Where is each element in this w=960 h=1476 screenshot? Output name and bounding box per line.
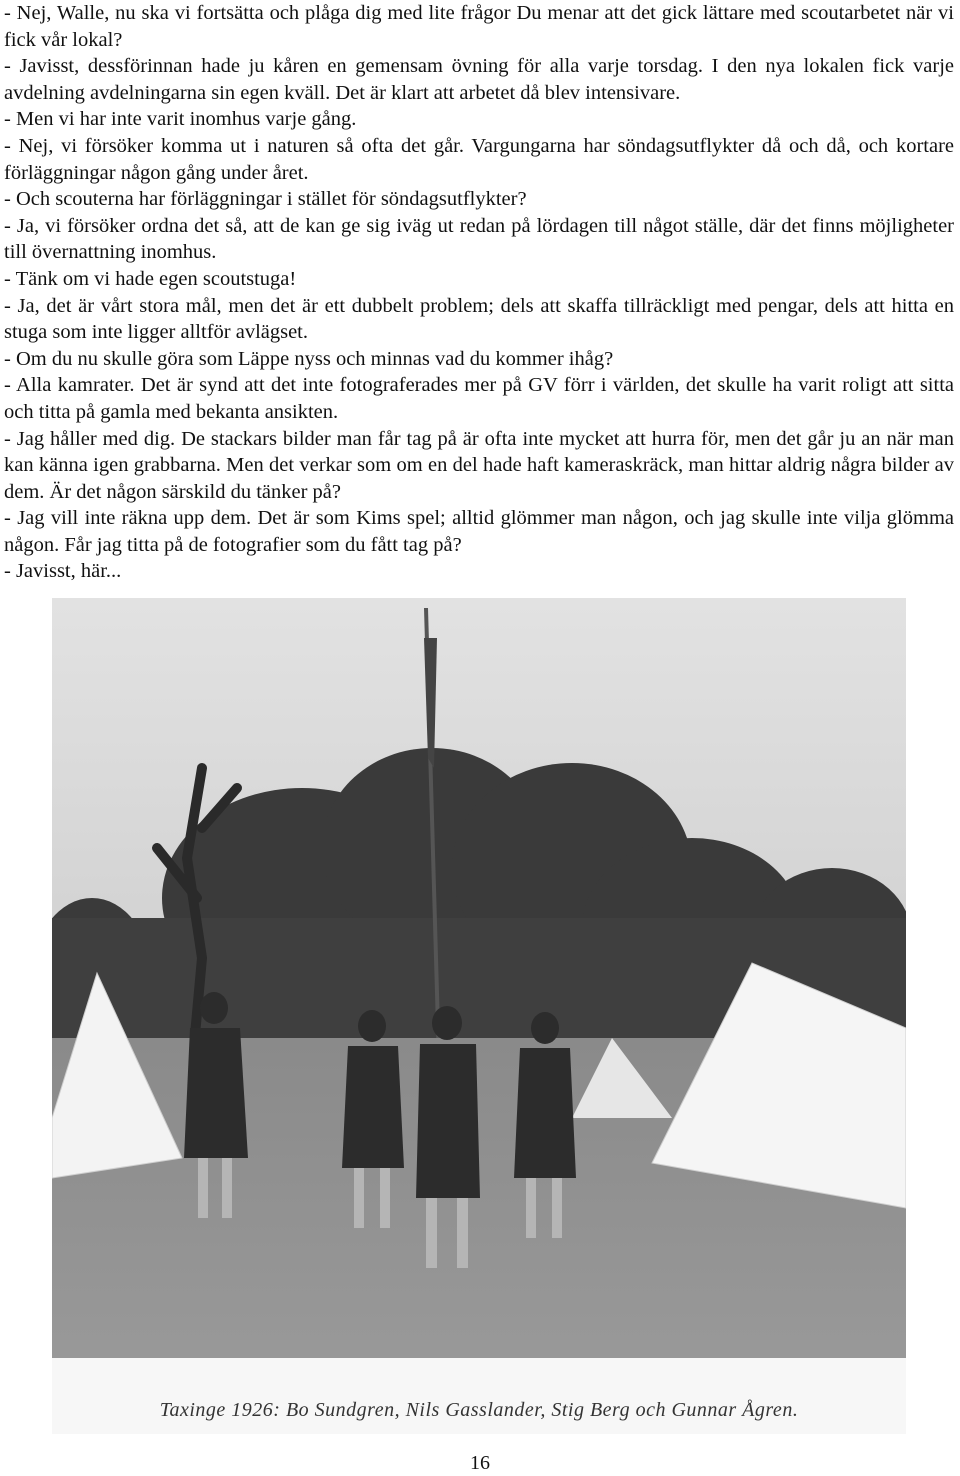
paragraph: - Om du nu skulle göra som Läppe nyss och minnas vad du kommer ihåg? xyxy=(4,347,614,370)
paragraph: - Javisst, dessförinnan hade ju kåren en gemensam övning för alla varje torsdag. I den nya lokalen fick varje avdelning avdelningarna sin egen kväll. Det är klart att arbetet då blev intensivare. xyxy=(4,55,954,104)
photo-illustration xyxy=(52,598,906,1434)
paragraph: - Ja, det är vårt stora mål, men det är ett dubbelt problem; dels att skaffa tillräckligt med pengar, dels att hitta en stuga som inte ligger alltför avlägset. xyxy=(4,294,954,344)
photo-caption: Taxinge 1926: Bo Sundgren, Nils Gasslander, Stig Berg och Gunnar Ågren. xyxy=(159,1399,799,1421)
paragraph: - Alla kamrater. Det är synd att det inte fotograferades mer på GV förr i världen, det skulle ha varit roligt att sitta och titta på gamla med bekanta ansikten. xyxy=(4,374,954,423)
paragraph: - Jag vill inte räkna upp dem. Det är som Kims spel; alltid glömmer man någon, och jag skulle inte vilja glömma någon. Får jag titta på de fotografier som du fått tag på? xyxy=(4,507,954,556)
paragraph: - Ja, vi försöker ordna det så, att de kan ge sig iväg ut redan på lördagen till något ställe, där det finns möjligheter till övernattning inomhus. xyxy=(4,214,954,264)
scout-camp-photo xyxy=(52,598,906,1434)
paragraph: - Nej, vi försöker komma ut i naturen så ofta det går. Vargungarna har söndagsutflykter då och då, och kortare förläggningar någon gång under året. xyxy=(4,134,954,184)
article-text xyxy=(4,0,954,585)
paragraph: - Jag håller med dig. De stackars bilder man får tag på är ofta inte mycket att hurra för, men det går ju an när man kan känna igen grabbarna. Men det verkar som om en del hade haft kameraskräck, man hittar aldrig några bilder av dem. Är det någon särskild du tänker på? xyxy=(4,427,954,503)
paragraph: - Javisst, här... xyxy=(4,560,122,583)
paragraph: - Tänk om vi hade egen scoutstuga! xyxy=(4,267,297,290)
page-number: 16 xyxy=(470,1452,490,1474)
caption-band xyxy=(52,1358,906,1434)
paragraph: - Nej, Walle, nu ska vi fortsätta och plåga dig med lite frågor Du menar att det gick lättare med scoutarbetet när vi fick vår lokal? xyxy=(4,2,954,51)
paragraph: - Men vi har inte varit inomhus varje gång. xyxy=(4,108,357,131)
paragraph: - Och scouterna har förläggningar i stället för söndagsutflykter? xyxy=(4,188,527,211)
